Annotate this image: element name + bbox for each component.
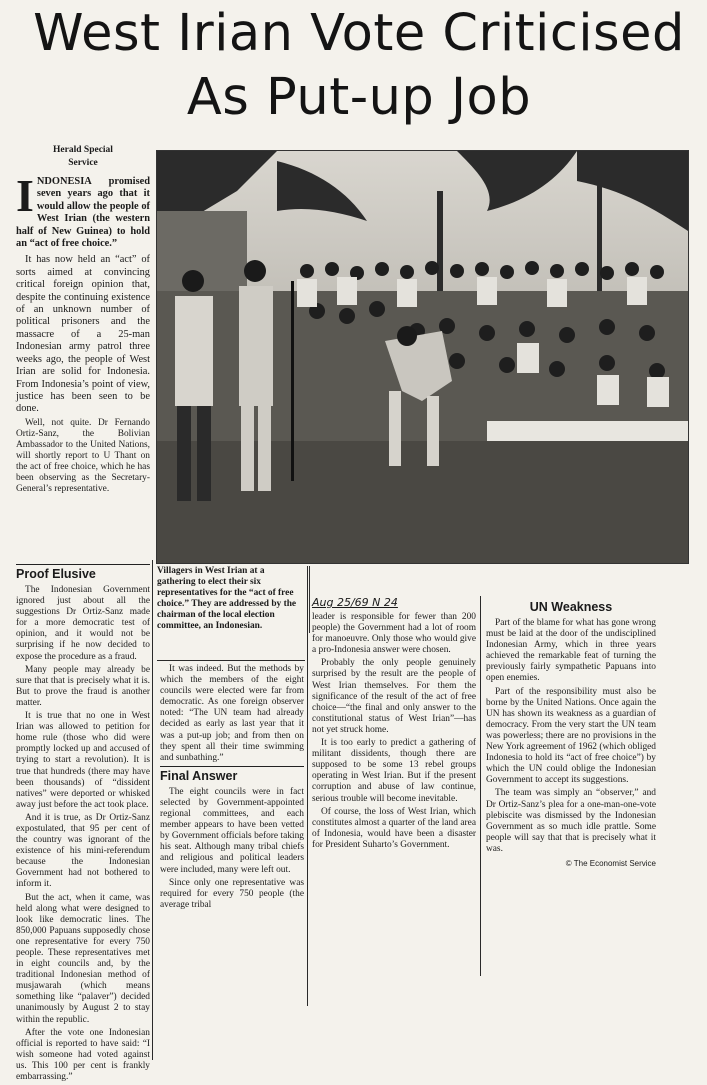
lede-text: NDONESIA promised seven years ago that it would allow the people of West Irian (the western half of New Guinea) to hold an “act of free choice.”: [16, 176, 150, 250]
column-1: [16, 144, 150, 497]
handwritten-date-note: Aug 25/69 N 24: [312, 596, 398, 609]
byline: [16, 144, 150, 170]
column-rule: [307, 566, 308, 1006]
section-heading-un-weakness: UN Weakness: [529, 600, 613, 614]
body-paragraph: But the act, when it came, was held along what were designed to look like democratic lines. The 850,000 Papuans supposedly chose one representative for every 750 people. These representatives met in eight councils and, by the traditional Indonesian method of musjawarah (which means something like “palaver”) decided unanimously by August 2 to stay within the republic.: [16, 892, 150, 1025]
body-paragraph: After the vote one Indonesian official is reported to have said: “I wish someone had voted against us. This 100 per cent is frankly embarrassing.”: [16, 1027, 150, 1083]
headline-line-1: West Irian Vote Criticised: [33, 4, 685, 63]
photo-caption: Villagers in West Irian at a gathering to elect their six representatives for the “act of free choice.” They are addressed by the chairman of the local election committee, an Indonesian.: [157, 566, 297, 632]
caption-rule: [157, 660, 305, 661]
byline-line-2: Service: [68, 158, 98, 168]
column-4: [486, 596, 656, 869]
column-rule: [480, 596, 481, 976]
column-rule: [152, 560, 153, 1060]
body-paragraph: It has now held an “act” of sorts aimed at convincing critical foreign opinion that, despite the continuing existence of an unknown number of political prisoners and the massacre of a 25-man Indonesian army patrol three weeks ago, the people of West Irian are solid for Indonesia. From Indonesia’s point of view, justice has been seen to be done.: [16, 254, 150, 415]
body-paragraph: Part of the blame for what has gone wrong must be laid at the door of the undisciplined Indonesian Army, which in three years achieved the remarkable feat of turning the previously fairly sympathetic Papuans into open enemies.: [486, 618, 656, 684]
credit-line: © The Economist Service: [565, 858, 656, 868]
body-paragraph: It is true that no one in West Irian was allowed to petition for home rule (those who did were promptly locked up and accused of trying to start a revolution). It is true that hundreds (there may have been thousands) of “dissident natives” were deported or whisked away just before the act took place.: [16, 711, 150, 810]
section-heading-proof-elusive: Proof Elusive: [16, 564, 150, 582]
body-paragraph: The team was simply an “observer,” and Dr Ortiz-Sanz’s plea for a one-man-one-vote plebiscite was dismissed by the Indonesian Government as so much idle prattle. Some people will say that that is precisely what it was.: [486, 788, 656, 854]
body-paragraph: The eight councils were in fact selected by Government-appointed regional committees, and each member appears to have been vetted by Government officials before taking his seat. Although many tribal chiefs and religious and political leaders were included, many were left out.: [160, 786, 304, 875]
column-3: [312, 596, 476, 853]
body-paragraph: Well, not quite. Dr Fernando Ortiz-Sanz, the Bolivian Ambassador to the United Nations, will shortly report to U Thant on the act of free choice, which he has been observing as the Secretary-General’s representative.: [16, 417, 150, 495]
body-paragraph: Probably the only people genuinely surprised by the result are the people of West Irian themselves. For them the significance of the result of the act of free choice—“the final and only answer to the constitutional status of West Irian”—has not yet struck home.: [312, 658, 476, 735]
crowd-photo: [156, 150, 689, 564]
body-paragraph: Of course, the loss of West Irian, which constitutes almost a quarter of the land area of Indonesia, would have been a disaster for President Suharto’s Government.: [312, 806, 476, 850]
body-paragraph: Many people may already be sure that that is precisely what it is. But to prove the fraud is another matter.: [16, 664, 150, 708]
column-2: [160, 664, 304, 913]
body-paragraph: leader is responsible for fewer than 200 people) the Government had a lot of room for manoeuvre. Only those who would give a pro-Indonesia answer were chosen.: [312, 612, 476, 656]
body-paragraph: Part of the responsibility must also be borne by the United Nations. Once again the UN has shown its weakness as a guardian of democracy. From the very start the UN team was powerless; there are no provisions in the New York agreement of 1962 (which obliged Indonesia to hold its “act of free choice”) by which the UN could oblige the Indonesian Government to accept its suggestions.: [486, 686, 656, 786]
photo-caption-box: [157, 566, 310, 633]
villagers-gathering-image: [157, 151, 688, 563]
proof-elusive-section: [16, 562, 150, 1085]
headline: [14, 2, 704, 130]
body-paragraph: The Indonesian Government ignored just about all the suggestions Dr Ortiz-Sanz made for a more democratic test of opinion, and it would not be surprising if he now decided to expose the procedure as a fraud.: [16, 585, 150, 662]
body-paragraph: Since only one representative was required for every 750 people (the average tribal: [160, 877, 304, 910]
section-heading-final-answer: Final Answer: [160, 766, 304, 784]
byline-line-1: Herald Special: [53, 145, 113, 155]
body-paragraph: And it is true, as Dr Ortiz-Sanz expostulated, that 95 per cent of the country was ignorant of the existence of his mini-referendum because the Indonesian Government had not bothered to inform it.: [16, 812, 150, 890]
drop-cap: I: [16, 170, 34, 221]
body-paragraph: It is too early to predict a gathering of militant dissidents, though there are supposed to be some 13 rebel groups operating in West Irian. But if the present corruption and abuse of law continue, serious trouble will become inevitable.: [312, 738, 476, 804]
lede-paragraph: [16, 170, 150, 250]
body-paragraph: It was indeed. But the methods by which the members of the eight councils were elected were far from democratic. As one foreign observer noted: “The UN team had already decided as early as last year that it was a put-up job; and from then on they spent all their time swimming and sunbathing.”: [160, 664, 304, 763]
headline-line-2: As Put-up Job: [186, 68, 532, 127]
